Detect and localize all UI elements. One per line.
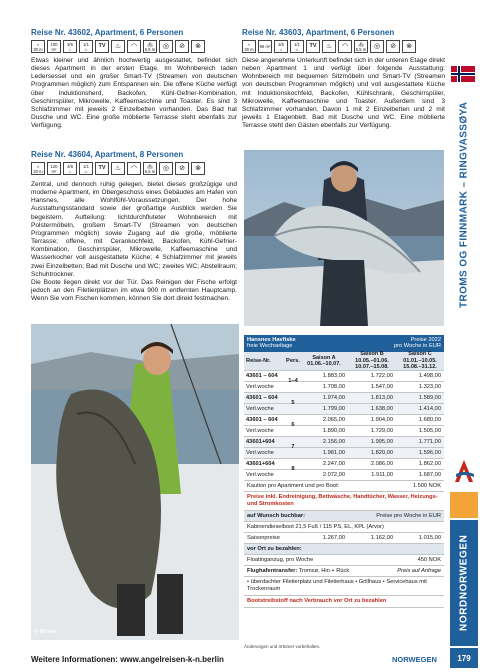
brand-logo-icon — [452, 458, 476, 484]
col-pers: Pers. — [286, 358, 300, 364]
boat-row: Kabinendieselboot 21,5 Fuß / 115 PS, EL, KPL (Arvor) — [244, 522, 444, 533]
price-table-title: Hansnes Havfiske — [247, 337, 296, 343]
cell-nr: Verl.woche — [246, 428, 274, 434]
price-table — [244, 335, 444, 608]
listing-3-description: Zentral, und dennoch ruhig gelegen, bietet dieses großzügige und moderne Apartment, im Obergeschoss eines Gebäudes am Hafen von Hansnes, alle Wohlfühl-Voraussetzungen. Der hohe Ausstattungsstandard sowie der großartige Ausblick werden Sie begeistern. Aufteilung: lichtdurchfluteter Wohnbereich mit Polstermöbeln, großem Smart-TV (Streamen von deutschen Programmen möglich) sowie Zugang auf die große, möblierte Terrasse; offene, mit Cerankochfeld, Backofen, Kühl-Gefrier-Kombination, Geschirrspüler, Mikrowelle, Kaffeemaschine und Wasserkocher voll ausgestattete Küche; 4 Schlafzimmer mit jeweils zwei Einzelbetten; Bad mit Dusche und WC; zweites WC; Abstellraum; Schuhtrockner. Die Boote liegen direkt vor der Tür. Das Reinigen der Fische erfolgt jedoch an den Filetierplätzen im etwa 900 m entfernten Hauptcamp. Wenn Sie vom Fischen kommen, können Sie dort direkt festmachen. — [31, 181, 237, 303]
cell-season-b: 1.638,00 — [370, 406, 393, 412]
amenities-row: • überdachter Filetierplatz und Filetierhaus • Grillhaus • Servicehaus mit Trockenraum — [244, 577, 444, 596]
price-table-header — [244, 335, 444, 352]
wifi-icon: ◠ — [127, 40, 141, 53]
rooms-icon: 4/8 ⌂ — [63, 162, 77, 175]
cell-season-a: 2.156,00 — [322, 439, 345, 445]
on-site-header: vor Ort zu bezahlen: — [244, 544, 444, 555]
cell-season-c: 1.687,00 — [418, 472, 441, 478]
cell-season-b: 2.086,00 — [370, 461, 393, 467]
no-pets-icon: ⊗ — [402, 40, 416, 53]
cell-season-c: 1.323,00 — [418, 384, 441, 390]
rooms-icon: 3/6 ⌂ — [63, 40, 77, 53]
cell-pers: 5 — [291, 400, 295, 406]
cell-season-b: 1.813,00 — [370, 395, 393, 401]
cell-season-a: 1.981,00 — [322, 450, 345, 456]
listing-3-title: Reise Nr. 43604, Apartment, 8 Personen — [31, 150, 184, 159]
cell-season-b: 1.729,00 — [370, 428, 393, 434]
transfer-row: Flughafentransfer: Tromsø, Hin + Rück Preis auf Anfrage — [244, 566, 444, 577]
table-row — [244, 437, 444, 448]
col-season-b: Saison B 10.05.–01.06. 10.07.–15.08. — [355, 351, 389, 371]
cell-season-b: 1.995,00 — [370, 439, 393, 445]
table-row — [244, 459, 444, 470]
cell-season-a: 1.708,00 — [322, 384, 345, 390]
cell-nr: 43601 – 604 — [246, 373, 278, 379]
cell-season-c: 1.596,00 — [418, 450, 441, 456]
season-price-row: Saisonpreise 1.267,00 1.162,00 1.015,00 — [244, 533, 444, 544]
tv-icon: TV — [95, 40, 109, 53]
price-table-unit: pro Woche in EUR — [394, 343, 441, 349]
cell-season-a: 1.799,00 — [322, 406, 345, 412]
area-icon: 120 m² — [47, 162, 61, 175]
page-number: 179 — [450, 648, 478, 668]
cell-season-b: 1.911,00 — [371, 472, 393, 478]
cell-nr: 43601+604 — [246, 461, 275, 467]
distance-icon: ≈ 30 m — [242, 40, 256, 53]
table-row — [244, 393, 444, 404]
listing-1-description: Etwas kleiner und ähnlich hochwertig ausgestattet, befindet sich dieses Apartment in der ersten Etage. Im Wohnbereich laden Ledersessel und ein großer Smart-TV (Streamen von deutschen Programmen möglich) zum Entspannen ein. Die offene Küche verfügt über Induktionsherd, Backofen, Kühl-Gefrier-Kombination, Geschirrspüler, Mikrowelle, Kaffeemaschine und Toaster. Es sind 3 Schlafzimmer mit jeweils 2 Einzelbetten vorhanden. Das Bad hat Dusche und WC. Eine große möblierte Terrasse steht ebenfalls zur Verfügung. — [31, 57, 237, 130]
fuel-note: Bootstreibstoff nach Verbrauch vor Ort zu bezahlen — [244, 596, 444, 608]
cell-nr: Verl.woche — [246, 384, 274, 390]
col-season-c: Saison C 01.01.–10.05. 15.08.–31.12. — [403, 351, 437, 371]
cell-season-c: 1.505,00 — [418, 428, 441, 434]
no-smoking-icon: ⊘ — [386, 40, 400, 53]
tv-icon: TV — [95, 162, 109, 175]
bath-icon: 1/1 ♨ — [79, 162, 93, 175]
cell-season-a: 2.065,00 — [322, 417, 345, 423]
table-row — [244, 404, 444, 415]
price-table-subtitle: freie Wechseltage — [247, 343, 293, 349]
cell-season-a: 1.883,00 — [322, 373, 345, 379]
area-icon: 95 m² — [258, 40, 272, 53]
sauna-icon: ♨ — [111, 40, 125, 53]
footnote: Änderungen und Irrtümer vorbehalten. — [244, 644, 321, 649]
cell-nr: 43601+604 — [246, 439, 275, 445]
table-row — [244, 448, 444, 459]
col-nr: Reise-Nr. — [246, 358, 271, 364]
sidebar-section-label: NORDNORWEGEN — [458, 534, 470, 632]
bath-icon: 1/1 ♨ — [290, 40, 304, 53]
cell-season-a: 1.974,00 — [322, 395, 345, 401]
wifi-icon: ◠ — [127, 162, 141, 175]
rooms-icon: 3/6 ⌂ — [274, 40, 288, 53]
cell-pers: 7 — [291, 444, 295, 450]
sauna-icon: ♨ — [111, 162, 125, 175]
table-row — [244, 415, 444, 426]
cell-season-c: 1.414,00 — [418, 406, 441, 412]
cell-season-a: 2.247,00 — [322, 461, 345, 467]
distance-icon: ≈ 30 m — [31, 40, 45, 53]
cell-season-b: 1.722,00 — [370, 373, 393, 379]
no-smoking-icon: ⊘ — [175, 162, 189, 175]
washer-icon: ◎ — [159, 162, 173, 175]
photo-angler-halibut — [31, 324, 239, 640]
listing-2-title: Reise Nr. 43603, Apartment, 6 Personen — [242, 28, 395, 37]
boat-icon: ⛴ 5,5 m — [144, 41, 156, 52]
cell-season-c: 1.862,00 — [418, 461, 441, 467]
norway-flag-icon — [451, 66, 475, 82]
price-table-body — [244, 371, 444, 481]
cell-season-a: 2.072,00 — [322, 472, 345, 478]
washer-icon: ◎ — [370, 40, 384, 53]
photo-angler-cod-image — [244, 150, 444, 326]
table-row — [244, 470, 444, 481]
kaution-row: Kaution pro Apartment und pro Boot: 1.500 NOK — [244, 481, 444, 492]
listing-2-description: Diese angenehme Unterkunft befindet sich in der unteren Etage direkt neben Apartment 1 und verfügt über folgende Ausstattung: Wohnbereich mit bequemen Sitzmöbeln und Smart-TV (Streamen von deutschen Programmen möglich) und voll ausgestattete Küche mit Induktionskochfeld, Backofen, Kühlschrank, Geschirrspüler, Mikrowelle, Kaffeemaschine und Toaster. Außerdem sind 3 Schlafzimmer vorhanden. Davon 1 mit 2 Einzelbetten und 2 mit jeweils 1 Etagenbett. Bad mit Dusche und WC. Eine möblierte Terrasse steht den Gästen ebenfalls zur Verfügung. — [242, 57, 445, 130]
cell-season-b: 1.904,00 — [370, 417, 393, 423]
washer-icon: ◎ — [159, 40, 173, 53]
inclusive-note: Preise inkl. Endreinigung, Bettwäsche, Handtücher, Wasser, Heizungs- und Stromkosten — [244, 492, 444, 511]
cell-season-b: 1.820,00 — [370, 450, 393, 456]
photo-angler-cod — [244, 150, 444, 326]
photo-angler-halibut-image — [31, 324, 239, 640]
table-row — [244, 371, 444, 382]
cell-pers: 6 — [291, 422, 295, 428]
cell-nr: 43601 – 604 — [246, 395, 278, 401]
sidebar-accent-bar — [450, 492, 478, 518]
table-row — [244, 426, 444, 437]
cell-pers: 1–4 — [288, 378, 298, 384]
listing-3-icons — [31, 162, 205, 175]
cell-nr: Verl.woche — [246, 406, 274, 412]
no-smoking-icon: ⊘ — [175, 40, 189, 53]
sauna-icon: ♨ — [322, 40, 336, 53]
no-pets-icon: ⊗ — [191, 40, 205, 53]
cell-season-c: 1.771,00 — [418, 439, 441, 445]
cell-nr: 43601 – 604 — [246, 417, 278, 423]
photo-credit: © Blinker — [34, 629, 57, 635]
cell-nr: Verl.woche — [246, 472, 274, 478]
cell-season-c: 1.498,00 — [418, 373, 441, 379]
boat-icon: ⛴ 5,5 m — [355, 41, 367, 52]
footer-info: Weitere Informationen: www.angelreisen-k-n.berlin — [31, 655, 224, 664]
footer-section: NORWEGEN — [392, 655, 437, 664]
wifi-icon: ◠ — [338, 40, 352, 53]
listing-1-icons — [31, 40, 205, 53]
cell-pers: 8 — [291, 466, 295, 472]
cell-season-a: 1.890,00 — [322, 428, 345, 434]
optional-header: auf Wunsch buchbar: Preise pro Woche in EUR — [244, 511, 444, 522]
listing-1-title: Reise Nr. 43602, Apartment, 6 Personen — [31, 28, 184, 37]
cell-season-c: 1.680,00 — [418, 417, 441, 423]
col-season-a: Saison A 01.06.–10.07. — [307, 354, 341, 367]
cell-nr: Verl.woche — [246, 450, 274, 456]
tv-icon: TV — [306, 40, 320, 53]
area-icon: 100 m² — [47, 40, 61, 53]
sidebar-region-label: TROMS OG FINNMARK – RINGVASSØYA — [458, 101, 470, 309]
boat-icon: ⛴ 5,5 m — [144, 163, 156, 174]
cell-season-b: 1.547,00 — [370, 384, 393, 390]
listing-2-icons — [242, 40, 416, 53]
bath-icon: 1/1 ♨ — [79, 40, 93, 53]
price-table-column-header — [244, 352, 444, 371]
cell-season-c: 1.589,00 — [418, 395, 441, 401]
distance-icon: ≈ 20 m — [31, 162, 45, 175]
float-suit-row: Floatinganzug, pro Woche 450 NOK — [244, 555, 444, 566]
no-pets-icon: ⊗ — [191, 162, 205, 175]
price-table-year: Preise 2022 — [410, 337, 441, 343]
table-row — [244, 382, 444, 393]
